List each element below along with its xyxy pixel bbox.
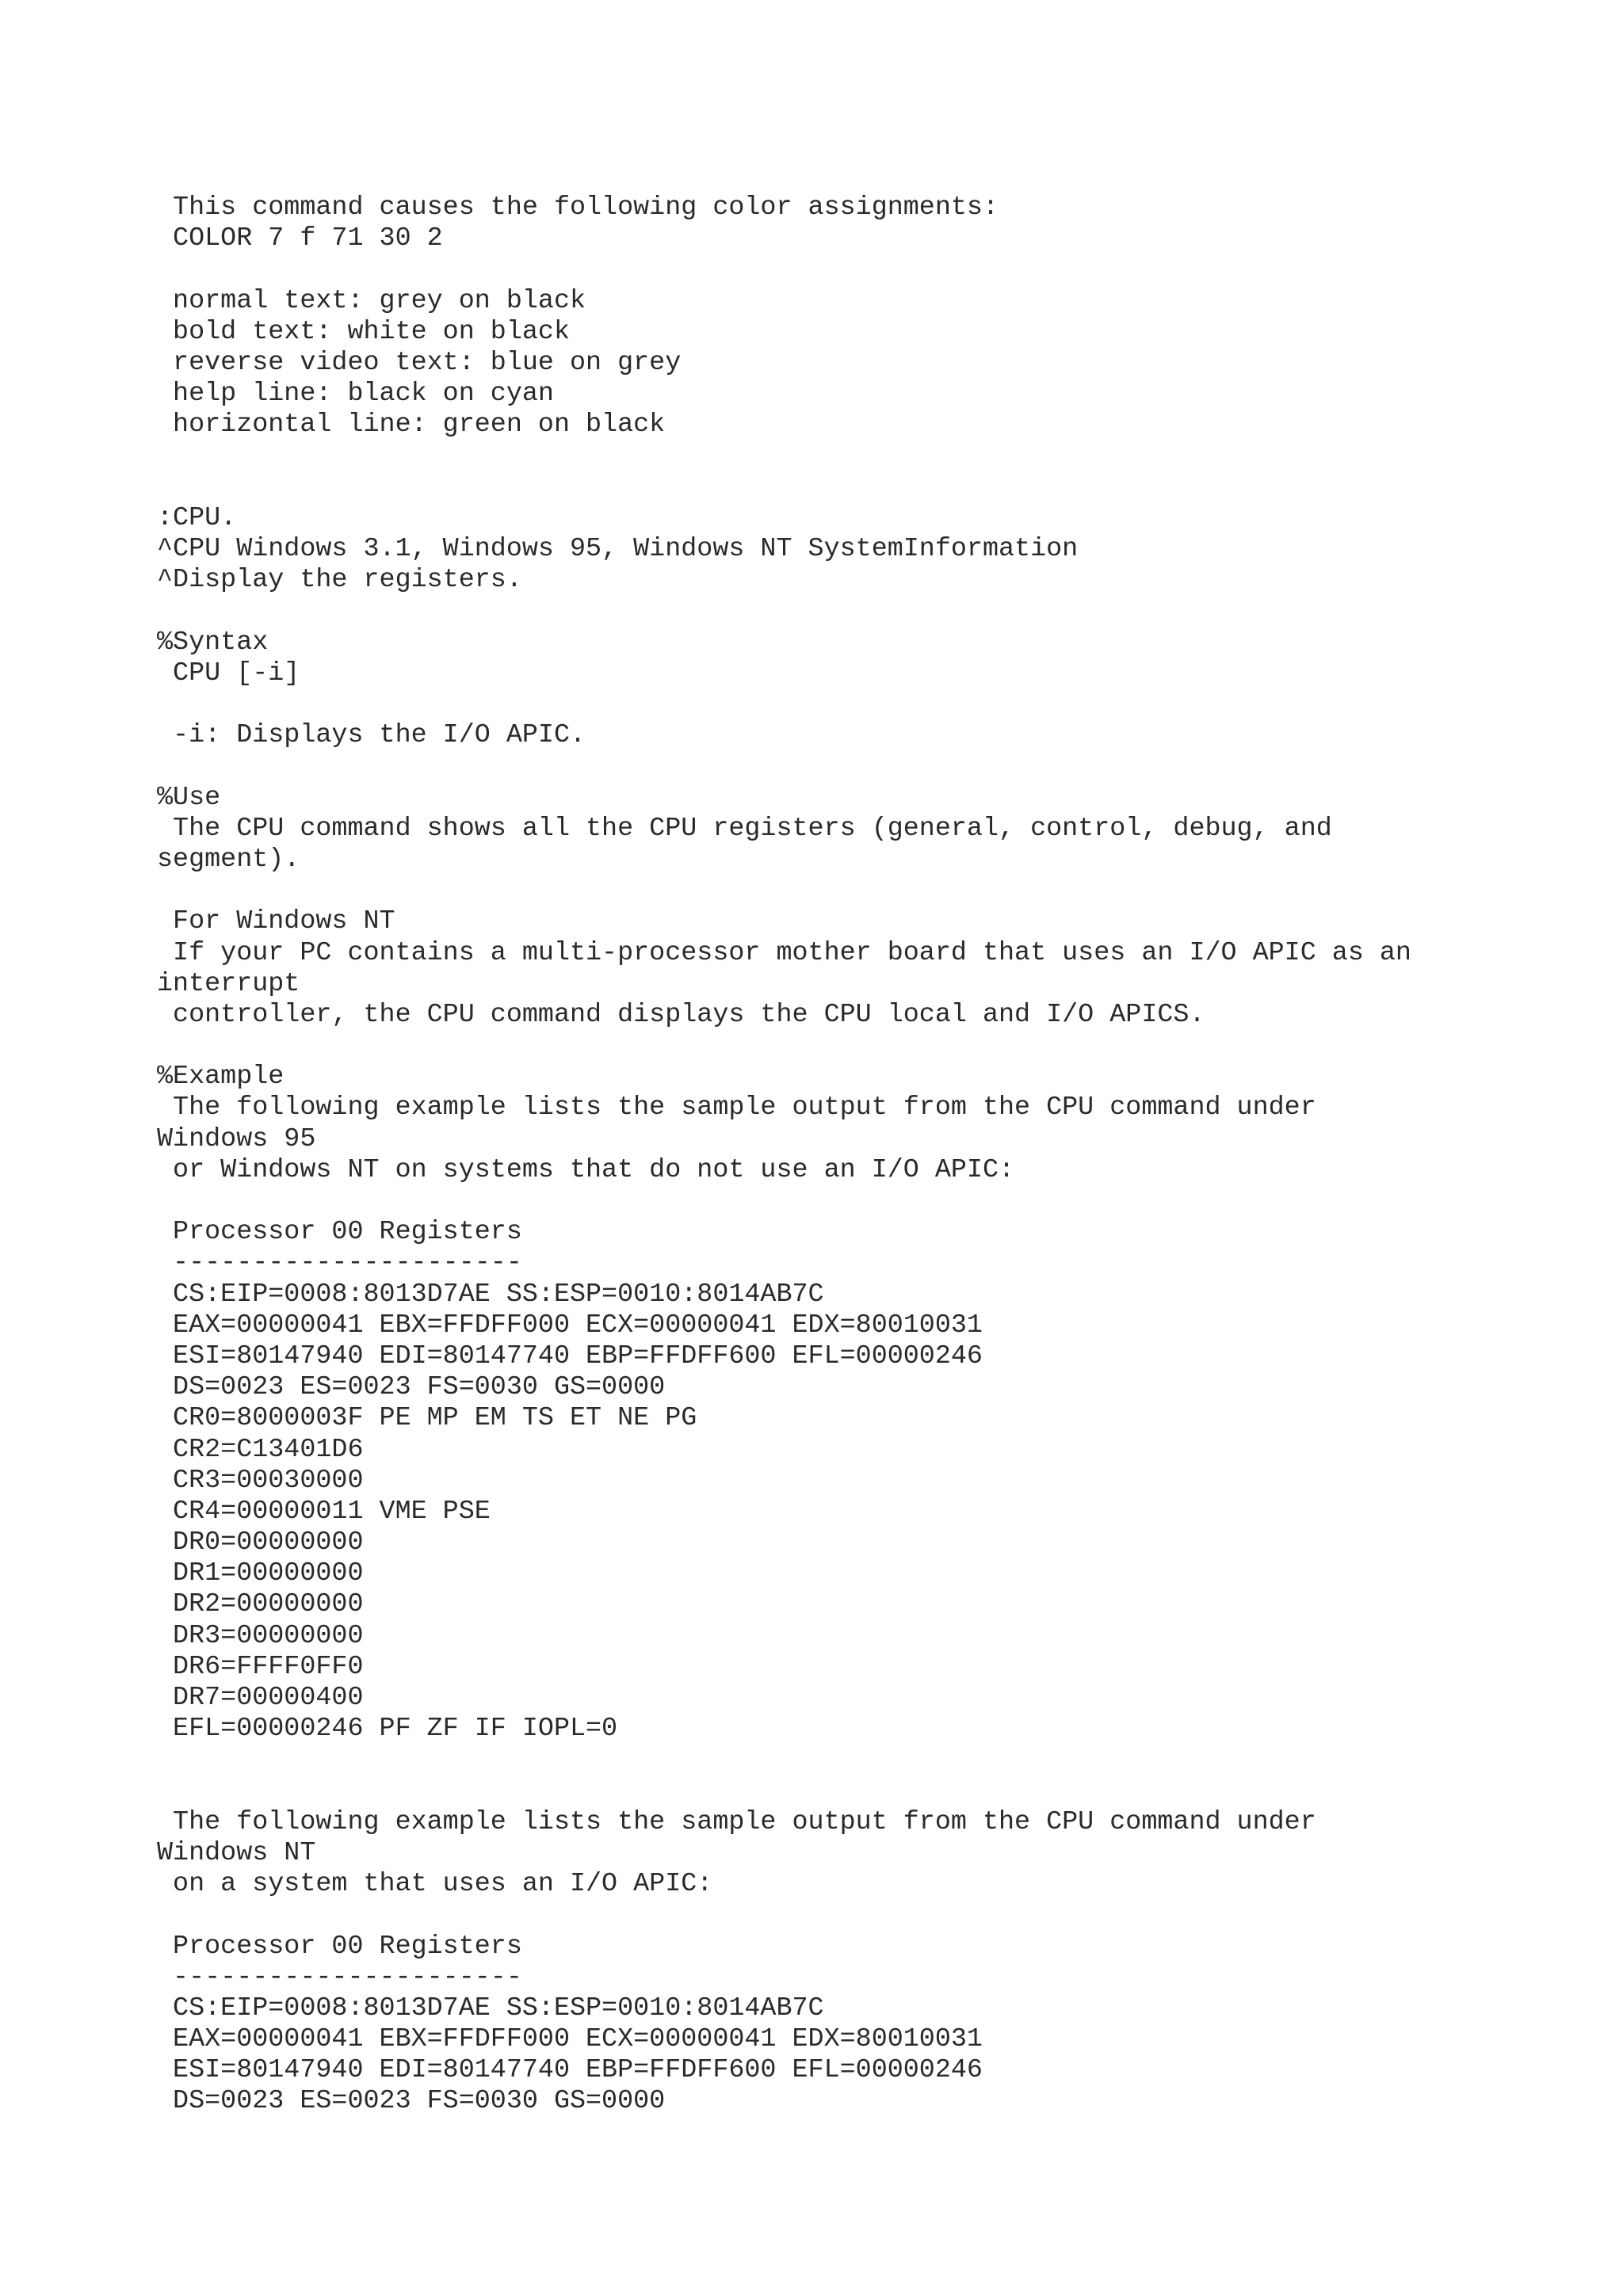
text-line: :CPU. bbox=[157, 502, 237, 533]
text-line: CS:EIP=0008:8013D7AE SS:ESP=0010:8014AB7C bbox=[157, 1993, 824, 2023]
blank-line bbox=[157, 875, 1583, 906]
text-line: Processor 00 Registers bbox=[157, 1931, 522, 1962]
text-line: horizontal line: green on black bbox=[157, 410, 666, 441]
text-line: For Windows NT bbox=[157, 906, 395, 937]
text-line: DS=0023 ES=0023 FS=0030 GS=0000 bbox=[157, 1372, 666, 1403]
blank-line bbox=[157, 689, 1583, 720]
text-line: -i: Displays the I/O APIC. bbox=[157, 720, 586, 751]
text-line: bold text: white on black bbox=[157, 316, 570, 347]
text-line: EFL=00000246 PF ZF IF IOPL=0 bbox=[157, 1714, 618, 1745]
blank-line bbox=[157, 441, 1583, 472]
text-line: The following example lists the sample output from the CPU command under bbox=[157, 1806, 1316, 1837]
text-line: CR2=C13401D6 bbox=[157, 1434, 364, 1465]
text-line: on a system that uses an I/O APIC: bbox=[157, 1869, 713, 1900]
text-line: DR1=00000000 bbox=[157, 1558, 364, 1589]
text-line: interrupt bbox=[157, 968, 300, 999]
blank-line bbox=[157, 1776, 1583, 1807]
text-line: COLOR 7 f 71 30 2 bbox=[157, 223, 443, 254]
text-line: DR6=FFFF0FF0 bbox=[157, 1651, 364, 1682]
blank-line bbox=[157, 254, 1583, 285]
blank-line bbox=[157, 751, 1583, 782]
blank-line bbox=[157, 596, 1583, 627]
text-line: CS:EIP=0008:8013D7AE SS:ESP=0010:8014AB7C bbox=[157, 1279, 824, 1310]
text-line: reverse video text: blue on grey bbox=[157, 347, 682, 378]
text-line: ESI=80147940 EDI=80147740 EBP=FFDFF600 EFL=00000246 bbox=[157, 2055, 983, 2086]
text-line: CR3=00030000 bbox=[157, 1465, 364, 1496]
text-line: normal text: grey on black bbox=[157, 285, 586, 316]
blank-line bbox=[157, 1900, 1583, 1931]
document-page bbox=[157, 193, 1583, 2118]
text-line: CPU [-i] bbox=[157, 658, 300, 688]
text-line: If your PC contains a multi-processor mother board that uses an I/O APIC as an bbox=[157, 937, 1411, 968]
text-line: ^CPU Windows 3.1, Windows 95, Windows NT SystemInformation bbox=[157, 534, 1079, 565]
text-line: %Syntax bbox=[157, 627, 269, 658]
text-line: DR2=00000000 bbox=[157, 1589, 364, 1620]
text-line: controller, the CPU command displays the CPU local and I/O APICS. bbox=[157, 999, 1205, 1030]
text-line: %Use bbox=[157, 782, 221, 813]
text-line: ---------------------- bbox=[157, 1248, 522, 1279]
text-line: ^Display the registers. bbox=[157, 565, 522, 596]
text-line: CR4=00000011 VME PSE bbox=[157, 1496, 491, 1527]
text-line: segment). bbox=[157, 844, 300, 875]
text-line: DS=0023 ES=0023 FS=0030 GS=0000 bbox=[157, 2086, 666, 2117]
blank-line bbox=[157, 472, 1583, 503]
blank-line bbox=[157, 1745, 1583, 1775]
text-line: EAX=00000041 EBX=FFDFF000 ECX=00000041 EDX=80010031 bbox=[157, 2024, 983, 2055]
text-line: DR7=00000400 bbox=[157, 1683, 364, 1713]
text-line: The following example lists the sample output from the CPU command under bbox=[157, 1093, 1316, 1123]
text-line: Windows NT bbox=[157, 1837, 316, 1868]
text-line: help line: black on cyan bbox=[157, 379, 554, 410]
text-line: Windows 95 bbox=[157, 1123, 316, 1154]
text-line: %Example bbox=[157, 1062, 285, 1093]
text-line: The CPU command shows all the CPU registers (general, control, debug, and bbox=[157, 813, 1332, 844]
text-line: EAX=00000041 EBX=FFDFF000 ECX=00000041 EDX=80010031 bbox=[157, 1310, 983, 1341]
text-line: CR0=8000003F PE MP EM TS ET NE PG bbox=[157, 1403, 697, 1434]
text-line: DR0=00000000 bbox=[157, 1527, 364, 1558]
text-line: ---------------------- bbox=[157, 1962, 522, 1993]
blank-line bbox=[157, 1031, 1583, 1062]
text-line: or Windows NT on systems that do not use an I/O APIC: bbox=[157, 1154, 1015, 1185]
text-line: Processor 00 Registers bbox=[157, 1217, 522, 1248]
text-line: This command causes the following color assignments: bbox=[157, 193, 999, 223]
text-line: ESI=80147940 EDI=80147740 EBP=FFDFF600 EFL=00000246 bbox=[157, 1341, 983, 1371]
text-line: DR3=00000000 bbox=[157, 1620, 364, 1651]
blank-line bbox=[157, 1186, 1583, 1217]
